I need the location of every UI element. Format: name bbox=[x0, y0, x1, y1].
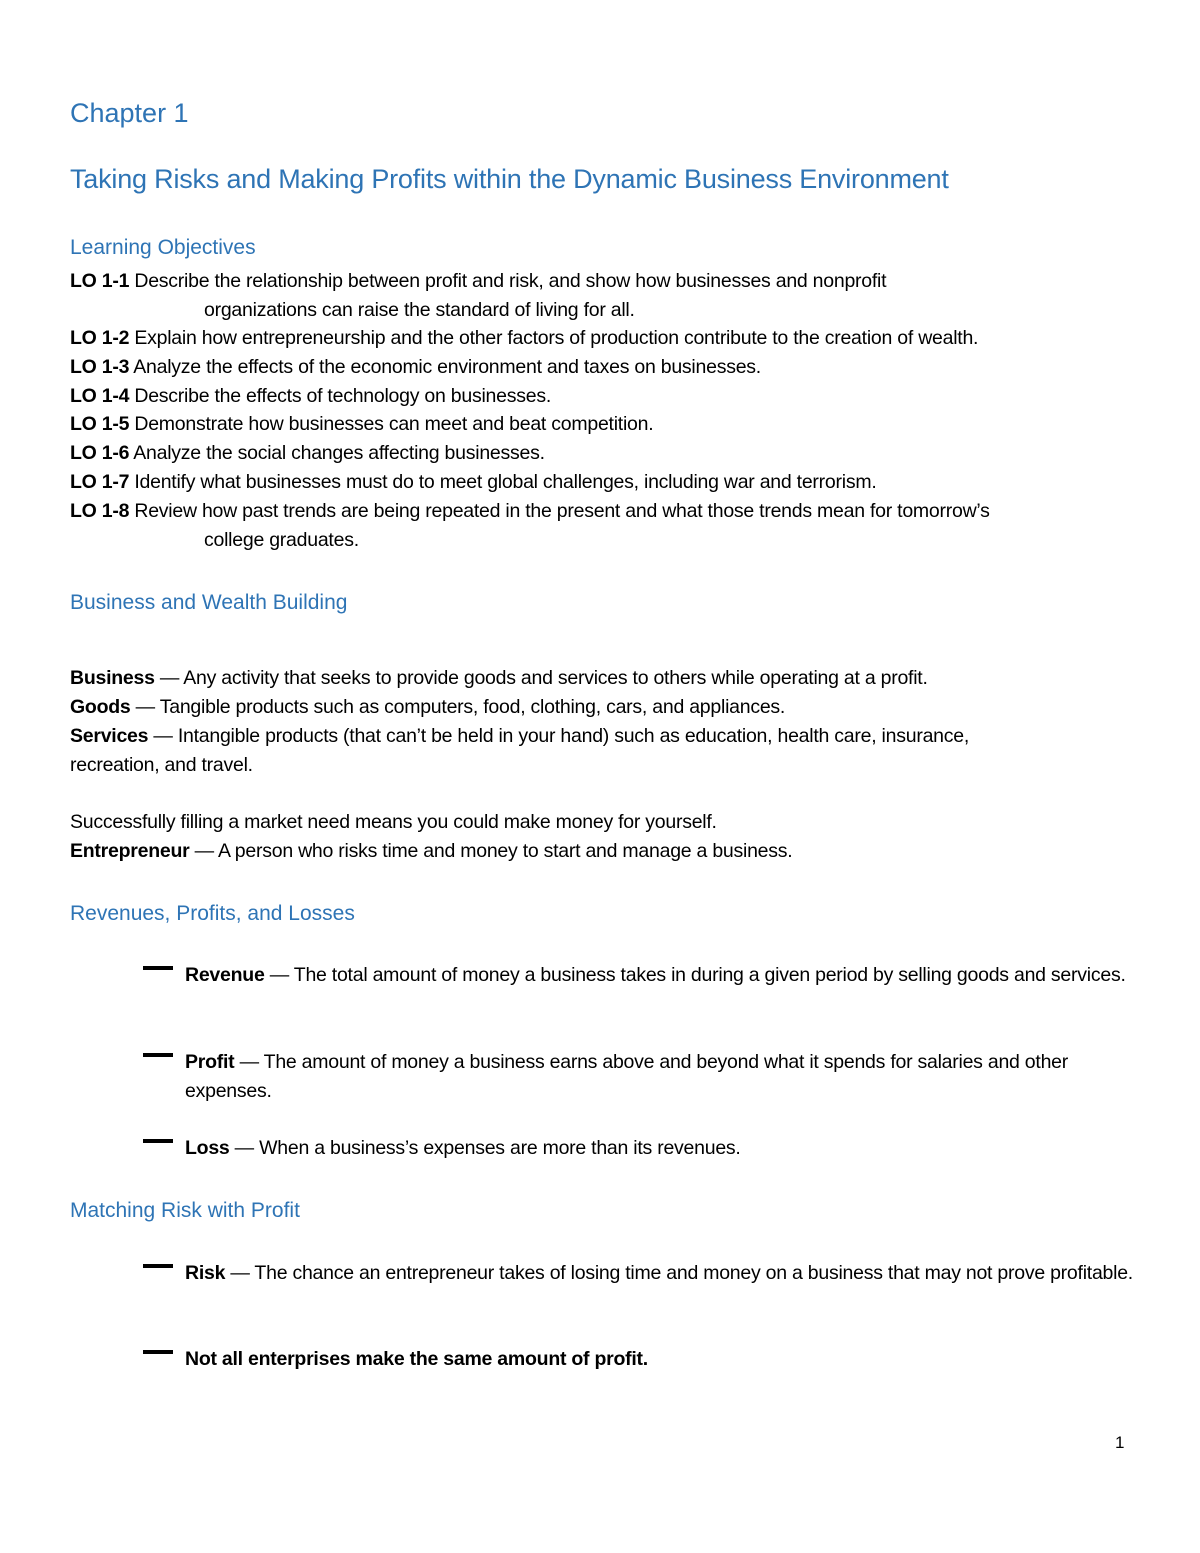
lo-text: Explain how entrepreneurship and the other factors of production contribute to the creation of wealth. bbox=[129, 327, 979, 349]
lo-code: LO 1-1 bbox=[70, 270, 130, 292]
definition-text: — Intangible products (that can’t be held in your hand) such as education, health care, insurance, bbox=[148, 725, 970, 747]
lo-item bbox=[70, 410, 653, 439]
lo-continuation: organizations can raise the standard of living for all. bbox=[204, 299, 635, 321]
lo-item bbox=[70, 382, 551, 411]
lo-code: LO 1-5 bbox=[70, 413, 130, 435]
bullet-description: — The amount of money a business earns above and beyond what it spends for salaries and other expenses. bbox=[185, 1051, 1068, 1102]
chapter-title: Taking Risks and Making Profits within the Dynamic Business Environment bbox=[70, 164, 949, 194]
bullet-term: Profit bbox=[185, 1051, 235, 1073]
lo-text: Analyze the effects of the economic environment and taxes on businesses. bbox=[129, 356, 761, 378]
bullet-description: Not all enterprises make the same amount of profit. bbox=[185, 1348, 648, 1370]
lo-code: LO 1-8 bbox=[70, 500, 130, 522]
definition-goods bbox=[70, 693, 785, 722]
bullet-text bbox=[185, 1134, 1135, 1163]
bullet-term: Loss bbox=[185, 1137, 230, 1159]
lo-item bbox=[70, 324, 978, 353]
learning-objectives-heading: Learning Objectives bbox=[70, 236, 256, 259]
definition-text: — Tangible products such as computers, food, clothing, cars, and appliances. bbox=[130, 696, 786, 718]
definition-entrepreneur bbox=[70, 837, 792, 866]
lo-text: Describe the effects of technology on businesses. bbox=[129, 385, 552, 407]
risk-heading: Matching Risk with Profit bbox=[70, 1199, 300, 1222]
bullet-text bbox=[185, 1345, 1135, 1374]
market-need-statement: Successfully filling a market need means you could make money for yourself. bbox=[70, 811, 717, 833]
bullet-description: — The total amount of money a business takes in during a given period by selling goods and services. bbox=[264, 964, 1126, 986]
lo-text: Review how past trends are being repeated in the present and what those trends mean for tomorrow’s bbox=[129, 500, 990, 522]
bullet-text bbox=[185, 1048, 1135, 1106]
lo-code: LO 1-4 bbox=[70, 385, 130, 407]
definition-services bbox=[70, 722, 969, 751]
dash-bullet-icon bbox=[143, 1053, 173, 1057]
lo-code: LO 1-7 bbox=[70, 471, 130, 493]
lo-item bbox=[70, 497, 990, 526]
definition-text: — Any activity that seeks to provide goods and services to others while operating at a profit. bbox=[154, 667, 928, 689]
lo-item bbox=[70, 353, 761, 382]
bullet-term: Risk bbox=[185, 1262, 226, 1284]
dash-bullet-icon bbox=[143, 1139, 173, 1143]
definition-business bbox=[70, 664, 928, 693]
lo-code: LO 1-2 bbox=[70, 327, 130, 349]
lo-text: Analyze the social changes affecting businesses. bbox=[129, 442, 545, 464]
definition-term: Business bbox=[70, 667, 155, 689]
definition-continuation: recreation, and travel. bbox=[70, 754, 253, 776]
lo-text: Demonstrate how businesses can meet and beat competition. bbox=[129, 413, 654, 435]
definition-term: Entrepreneur bbox=[70, 840, 190, 862]
lo-continuation: college graduates. bbox=[204, 529, 359, 551]
page-number: 1 bbox=[1115, 1433, 1125, 1452]
chapter-heading: Chapter 1 bbox=[70, 98, 189, 128]
definition-text: — A person who risks time and money to start and manage a business. bbox=[189, 840, 793, 862]
definition-term: Goods bbox=[70, 696, 131, 718]
bullet-text bbox=[185, 961, 1135, 990]
lo-code: LO 1-3 bbox=[70, 356, 130, 378]
business-wealth-heading: Business and Wealth Building bbox=[70, 591, 348, 614]
definition-term: Services bbox=[70, 725, 149, 747]
bullet-description: — The chance an entrepreneur takes of losing time and money on a business that may not prove profitable. bbox=[225, 1262, 1133, 1284]
dash-bullet-icon bbox=[143, 966, 173, 970]
bullet-term: Revenue bbox=[185, 964, 265, 986]
lo-item bbox=[70, 468, 877, 497]
revenues-heading: Revenues, Profits, and Losses bbox=[70, 902, 355, 925]
dash-bullet-icon bbox=[143, 1264, 173, 1268]
dash-bullet-icon bbox=[143, 1350, 173, 1354]
lo-text: Describe the relationship between profit and risk, and show how businesses and nonprofit bbox=[129, 270, 887, 292]
lo-code: LO 1-6 bbox=[70, 442, 130, 464]
lo-text: Identify what businesses must do to meet global challenges, including war and terrorism. bbox=[129, 471, 877, 493]
lo-item bbox=[70, 439, 545, 468]
bullet-text bbox=[185, 1259, 1135, 1288]
lo-item bbox=[70, 267, 886, 296]
bullet-description: — When a business’s expenses are more than its revenues. bbox=[229, 1137, 741, 1159]
